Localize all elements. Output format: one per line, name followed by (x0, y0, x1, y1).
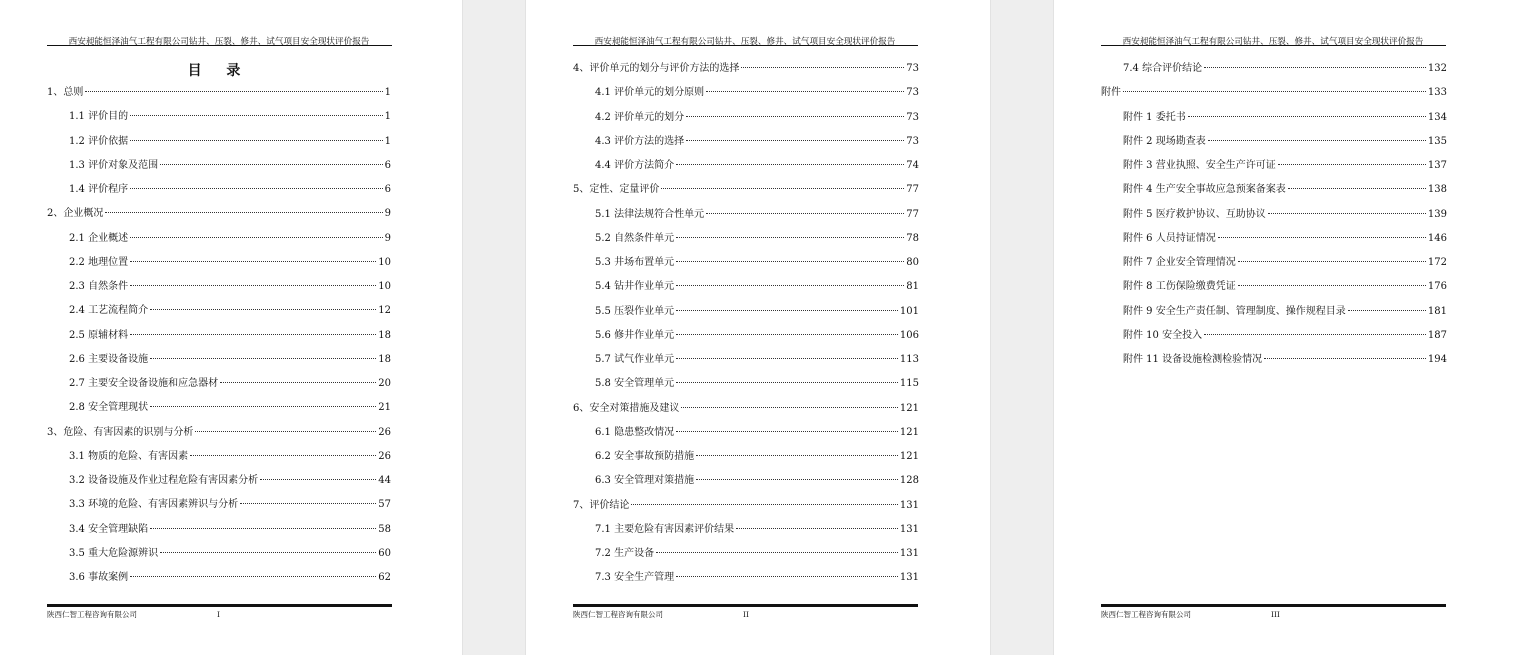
document-page-2 (526, 0, 990, 655)
toc-dot-leader (1204, 334, 1426, 335)
toc-entry[interactable] (595, 86, 919, 100)
toc-dot-leader (130, 334, 376, 335)
toc-entry-page-number: 131 (899, 523, 919, 535)
toc-entry[interactable] (595, 450, 919, 464)
toc-entry-page-number: 9 (384, 208, 391, 220)
toc-entry[interactable] (69, 547, 391, 561)
toc-dot-leader (1264, 358, 1426, 359)
toc-entry-label: 2.7 主要安全设备设施和应急器材 (69, 378, 219, 389)
toc-dot-leader (1238, 285, 1426, 286)
toc-entry-label: 附件 9 安全生产责任制、管理制度、操作规程目录 (1123, 305, 1346, 317)
toc-entry[interactable] (1123, 232, 1447, 246)
toc-dot-leader (686, 140, 904, 141)
toc-entry-page-number: 26 (378, 426, 391, 438)
footer-company: 陕西仁智工程咨询有限公司 (47, 610, 137, 619)
toc-entry-page-number: 128 (899, 475, 919, 487)
toc-entry-page-number: 101 (899, 305, 919, 317)
toc-entry[interactable] (595, 111, 919, 125)
toc-entry-page-number: 131 (899, 499, 919, 511)
toc-entry[interactable] (595, 547, 919, 561)
toc-entry[interactable] (1123, 280, 1447, 294)
toc-dot-leader (681, 407, 898, 408)
toc-entry-label: 附件 6 人员持证情况 (1123, 232, 1216, 244)
toc-entry-page-number: 81 (906, 281, 919, 293)
toc-dot-leader (1238, 261, 1426, 262)
toc-entry-page-number: 6 (384, 159, 391, 171)
toc-entry-page-number: 73 (906, 87, 919, 99)
toc-entry-page-number: 115 (899, 378, 919, 390)
toc-entry-label: 5.2 自然条件单元 (595, 232, 675, 244)
toc-entry-label: 2.1 企业概述 (69, 232, 129, 244)
toc-dot-leader (741, 67, 904, 68)
toc-entry[interactable] (69, 523, 391, 537)
toc-entry-label: 4.1 评价单元的划分原则 (595, 87, 705, 99)
toc-dot-leader (130, 576, 376, 577)
toc-dot-leader (190, 455, 376, 456)
toc-entry-page-number: 1 (384, 87, 391, 98)
toc-entry-label: 2.4 工艺流程简介 (69, 305, 149, 317)
toc-entry-page-number: 138 (1427, 184, 1447, 196)
toc-entry-page-number: 121 (899, 426, 919, 438)
toc-entry-page-number: 137 (1427, 160, 1447, 171)
toc-entry[interactable] (69, 256, 391, 270)
toc-entry-page-number: 1 (384, 135, 391, 147)
toc-entry[interactable] (1123, 62, 1447, 76)
toc-entry[interactable] (595, 523, 919, 537)
toc-dot-leader (706, 213, 904, 214)
toc-entry-page-number: 131 (899, 572, 919, 584)
toc-entry[interactable] (595, 159, 919, 173)
toc-entry[interactable] (595, 305, 919, 319)
toc-dot-leader (676, 576, 898, 577)
toc-entry-page-number: 12 (378, 305, 391, 317)
toc-entry-page-number: 187 (1427, 329, 1447, 341)
page-header: 西安昶能恒泽油气工程有限公司钻井、压裂、修井、试气项目安全现状评价报告 (1122, 37, 1424, 47)
toc-entry-page-number: 10 (378, 281, 391, 292)
toc-entry-page-number: 139 (1427, 208, 1447, 220)
toc-entry[interactable] (595, 474, 919, 488)
toc-entry-page-number: 73 (906, 111, 919, 123)
footer-company: 陕西仁智工程咨询有限公司 (573, 610, 663, 619)
footer-rule (1101, 604, 1446, 607)
toc-entry-label: 6.1 隐患整改情况 (595, 426, 675, 438)
toc-entry-page-number: 74 (906, 160, 919, 171)
toc-entry-label: 3.2 设备设施及作业过程危险有害因素分析 (69, 475, 259, 486)
toc-entry-label: 附件 2 现场勘查表 (1123, 135, 1206, 147)
toc-entry[interactable] (69, 232, 391, 246)
footer-page-number: I (217, 610, 220, 619)
toc-entry[interactable] (69, 304, 391, 318)
header-rule (47, 45, 392, 46)
toc-entry-page-number: 181 (1427, 305, 1447, 317)
toc-entry-page-number: 121 (899, 402, 919, 414)
toc-dot-leader (631, 504, 898, 505)
toc-entry-page-number: 21 (378, 402, 391, 414)
toc-dot-leader (130, 140, 383, 141)
toc-entry-label: 3.3 环境的危险、有害因素辨识与分析 (69, 499, 239, 511)
toc-entry-label: 附件 4 生产安全事故应急预案备案表 (1123, 184, 1286, 196)
toc-entry-label: 1.2 评价依据 (69, 135, 129, 147)
toc-entry[interactable] (595, 353, 919, 367)
toc-entry[interactable] (595, 571, 919, 585)
toc-entry[interactable] (47, 86, 391, 100)
toc-entry-label: 附件 11 设备设施检测检验情况 (1123, 354, 1263, 365)
toc-entry-label: 5.5 压裂作业单元 (595, 305, 675, 317)
toc-entry[interactable] (595, 280, 919, 294)
toc-entry[interactable] (595, 135, 919, 149)
toc-entry-label: 2.3 自然条件 (69, 281, 129, 292)
toc-entry-label: 4.3 评价方法的选择 (595, 135, 685, 147)
toc-entry-page-number: 176 (1427, 281, 1447, 293)
toc-entry[interactable] (595, 426, 919, 440)
toc-entry-page-number: 135 (1427, 135, 1447, 147)
toc-dot-leader (686, 116, 904, 117)
toc-entry-page-number: 26 (378, 450, 391, 462)
toc-entry[interactable] (69, 353, 391, 367)
toc-entry-label: 3.4 安全管理缺陷 (69, 523, 149, 535)
toc-dot-leader (130, 188, 383, 189)
toc-entry-label: 2.8 安全管理现状 (69, 402, 149, 414)
toc-entry-page-number: 132 (1427, 63, 1447, 74)
toc-entry-label: 2.5 原辅材料 (69, 329, 129, 341)
toc-entry-page-number: 60 (378, 547, 391, 559)
header-rule (1101, 45, 1446, 46)
toc-entry-page-number: 1 (384, 111, 391, 123)
toc-entry[interactable] (595, 232, 919, 246)
toc-entry[interactable] (1123, 305, 1447, 319)
toc-dot-leader (676, 431, 898, 432)
toc-entry-label: 5.7 试气作业单元 (595, 354, 675, 365)
toc-dot-leader (105, 212, 382, 213)
toc-entry-page-number: 113 (899, 354, 919, 365)
toc-dot-leader (130, 261, 376, 262)
toc-entry[interactable] (1123, 256, 1447, 270)
toc-dot-leader (1268, 213, 1426, 214)
toc-entry-label: 附件 3 营业执照、安全生产许可证 (1123, 160, 1276, 171)
toc-entry[interactable] (1123, 111, 1447, 125)
toc-dot-leader (195, 431, 376, 432)
footer-page-number: III (1271, 610, 1280, 619)
toc-entry-page-number: 73 (906, 135, 919, 147)
toc-entry-page-number: 18 (378, 353, 391, 365)
toc-entry-page-number: 57 (378, 499, 391, 511)
toc-dot-leader (661, 188, 904, 189)
toc-entry-page-number: 121 (899, 451, 919, 462)
toc-entry-label: 7.4 综合评价结论 (1123, 63, 1203, 74)
toc-entry-label: 1.4 评价程序 (69, 184, 129, 195)
toc-dot-leader (150, 358, 376, 359)
toc-dot-leader (130, 115, 383, 116)
toc-entry-page-number: 18 (378, 329, 391, 341)
toc-dot-leader (676, 310, 898, 311)
toc-entry-label: 1.3 评价对象及范围 (69, 159, 159, 171)
toc-entry[interactable] (595, 377, 919, 391)
toc-entry[interactable] (573, 499, 919, 513)
toc-entry[interactable] (1101, 86, 1447, 100)
toc-entry-page-number: 77 (906, 184, 919, 196)
toc-entry-label: 5.8 安全管理单元 (595, 378, 675, 390)
toc-dot-leader (220, 382, 376, 383)
toc-dot-leader (676, 334, 898, 335)
toc-dot-leader (1188, 116, 1426, 117)
page-header: 西安昶能恒泽油气工程有限公司钻井、压裂、修井、试气项目安全现状评价报告 (68, 37, 370, 47)
toc-entry[interactable] (573, 183, 919, 197)
toc-dot-leader (706, 91, 904, 92)
toc-dot-leader (85, 91, 382, 92)
toc-entry-label: 1.1 评价目的 (69, 111, 129, 123)
toc-entry-label: 附件 7 企业安全管理情况 (1123, 257, 1236, 268)
toc-entry-label: 5.6 修井作业单元 (595, 329, 675, 341)
toc-entry-page-number: 194 (1427, 354, 1447, 365)
toc-dot-leader (1208, 140, 1426, 141)
toc-dot-leader (1278, 164, 1426, 165)
toc-dot-leader (736, 528, 898, 529)
toc-entry[interactable] (69, 377, 391, 391)
footer-rule (47, 604, 392, 607)
toc-entry[interactable] (69, 401, 391, 415)
toc-dot-leader (676, 382, 898, 383)
toc-entry-label: 3.6 事故案例 (69, 572, 129, 583)
toc-entry[interactable] (69, 110, 391, 124)
toc-dot-leader (676, 285, 904, 286)
toc-entry[interactable] (47, 207, 391, 221)
toc-dot-leader (676, 164, 904, 165)
toc-entry[interactable] (69, 329, 391, 343)
toc-entry-label: 5、定性、定量评价 (573, 184, 660, 196)
toc-entry-label: 3.5 重大危险源辨识 (69, 547, 159, 559)
toc-dot-leader (676, 358, 898, 359)
toc-entry[interactable] (69, 571, 391, 585)
toc-entry-label: 附件 (1101, 87, 1121, 99)
toc-dot-leader (696, 479, 898, 480)
toc-entry-label: 2、企业概况 (47, 208, 104, 220)
toc-entry-label: 附件 1 委托书 (1123, 111, 1186, 123)
footer-rule (573, 604, 918, 607)
toc-entry-page-number: 134 (1427, 111, 1447, 123)
toc-entry[interactable] (1123, 208, 1447, 222)
toc-dot-leader (130, 237, 383, 238)
toc-entry-label: 6、安全对策措施及建议 (573, 402, 680, 414)
toc-entry-label: 7.2 生产设备 (595, 548, 655, 559)
toc-entry-page-number: 73 (906, 63, 919, 74)
toc-entry-label: 5.4 钻井作业单元 (595, 281, 675, 293)
toc-dot-leader (160, 552, 376, 553)
toc-entry[interactable] (573, 62, 919, 76)
toc-dot-leader (676, 237, 904, 238)
toc-entry-page-number: 58 (378, 523, 391, 535)
toc-entry[interactable] (573, 402, 919, 416)
toc-entry-page-number: 146 (1427, 232, 1447, 244)
toc-dot-leader (160, 164, 383, 165)
toc-entry[interactable] (1123, 329, 1447, 343)
toc-entry[interactable] (69, 498, 391, 512)
toc-entry[interactable] (69, 280, 391, 294)
toc-entry-page-number: 6 (384, 184, 391, 195)
toc-entry-label: 5.1 法律法规符合性单元 (595, 208, 705, 220)
toc-entry-label: 6.3 安全管理对策措施 (595, 475, 695, 487)
toc-dot-leader (150, 528, 376, 529)
toc-entry-label: 5.3 井场布置单元 (595, 257, 675, 268)
toc-entry[interactable] (1123, 159, 1447, 173)
toc-entry[interactable] (69, 135, 391, 149)
toc-dot-leader (130, 285, 376, 286)
toc-entry-page-number: 9 (384, 232, 391, 244)
toc-entry-label: 3、危险、有害因素的识别与分析 (47, 426, 194, 438)
toc-dot-leader (696, 455, 898, 456)
toc-entry-page-number: 20 (378, 378, 391, 389)
toc-entry[interactable] (69, 450, 391, 464)
toc-entry-page-number: 62 (378, 572, 391, 583)
toc-dot-leader (1123, 91, 1426, 92)
toc-dot-leader (150, 309, 376, 310)
toc-entry-label: 附件 5 医疗救护协议、互助协议 (1123, 208, 1266, 220)
footer-page-number: II (743, 610, 749, 619)
toc-entry-label: 2.6 主要设备设施 (69, 353, 149, 365)
document-page-3 (1054, 0, 1518, 655)
toc-entry-label: 附件 10 安全投入 (1123, 329, 1203, 341)
toc-entry[interactable] (595, 329, 919, 343)
toc-entry-label: 3.1 物质的危险、有害因素 (69, 450, 189, 462)
document-page-1 (0, 0, 462, 655)
toc-entry[interactable] (69, 474, 391, 488)
page-header: 西安昶能恒泽油气工程有限公司钻井、压裂、修井、试气项目安全现状评价报告 (594, 37, 896, 47)
toc-entry[interactable] (47, 426, 391, 440)
toc-entry-label: 附件 8 工伤保险缴费凭证 (1123, 281, 1236, 293)
toc-entry[interactable] (1123, 353, 1447, 367)
toc-title: 目 录 (187, 63, 251, 79)
toc-entry-page-number: 131 (899, 548, 919, 559)
footer-company: 陕西仁智工程咨询有限公司 (1101, 610, 1191, 619)
toc-dot-leader (1204, 67, 1426, 68)
toc-dot-leader (1348, 310, 1426, 311)
toc-entry-page-number: 80 (906, 257, 919, 268)
toc-entry[interactable] (69, 159, 391, 173)
toc-entry-label: 4、评价单元的划分与评价方法的选择 (573, 63, 740, 74)
toc-entry-label: 6.2 安全事故预防措施 (595, 451, 695, 462)
toc-dot-leader (240, 503, 376, 504)
toc-entry-label: 2.2 地理位置 (69, 256, 129, 268)
toc-dot-leader (1218, 237, 1426, 238)
toc-entry[interactable] (595, 208, 919, 222)
toc-dot-leader (260, 479, 376, 480)
toc-dot-leader (656, 552, 898, 553)
toc-entry[interactable] (1123, 135, 1447, 149)
toc-entry-label: 1、总则 (47, 87, 84, 98)
toc-entry[interactable] (1123, 183, 1447, 197)
toc-entry-page-number: 77 (906, 208, 919, 220)
toc-entry-page-number: 106 (899, 329, 919, 341)
toc-entry-label: 7.3 安全生产管理 (595, 572, 675, 584)
toc-entry-label: 7、评价结论 (573, 499, 630, 511)
toc-entry-page-number: 172 (1427, 257, 1447, 268)
toc-dot-leader (150, 406, 376, 407)
toc-dot-leader (1288, 188, 1426, 189)
toc-entry[interactable] (69, 183, 391, 197)
toc-entry-label: 4.2 评价单元的划分 (595, 111, 685, 123)
toc-dot-leader (676, 261, 904, 262)
toc-entry-page-number: 133 (1427, 87, 1447, 99)
toc-entry[interactable] (595, 256, 919, 270)
toc-entry-page-number: 78 (906, 232, 919, 244)
toc-entry-page-number: 44 (378, 475, 391, 486)
toc-entry-page-number: 10 (378, 256, 391, 268)
toc-entry-label: 4.4 评价方法简介 (595, 160, 675, 171)
toc-entry-label: 7.1 主要危险有害因素评价结果 (595, 523, 735, 535)
header-rule (573, 45, 918, 46)
